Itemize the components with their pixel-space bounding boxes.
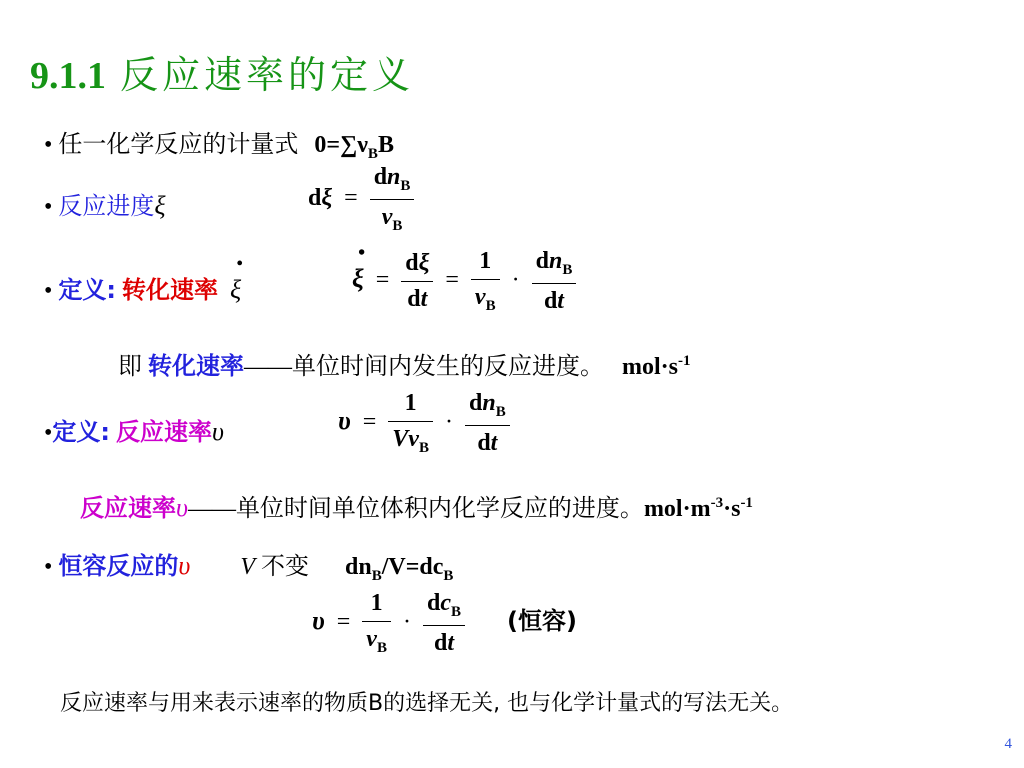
upsilon-symbol: υ: [178, 551, 191, 580]
fraction-dn-over-dt: $\frac{dn_B}{dt}$: [465, 390, 510, 457]
conversion-rate-term: 转化速率: [148, 352, 244, 380]
fraction-dn-over-nu: $\frac{dn_B}{\nu_B}$: [370, 164, 415, 235]
footer-note: 反应速率与用来表示速率的物质B的选择无关, 也与化学计量式的写法无关。: [60, 691, 794, 716]
fraction-one-over-v-nu: $\frac{1}{V\nu_B}$: [388, 390, 433, 457]
bullet-extent-of-reaction: [44, 186, 166, 221]
eq-lhs: dξ: [308, 184, 333, 211]
stoichiometric-formula: $0=\sum\nu_BB$: [314, 132, 394, 162]
eq-sign: =: [445, 266, 459, 293]
multiply-dot: ·: [402, 608, 411, 635]
slide-title: [30, 44, 414, 99]
bullet-constant-volume: [44, 546, 453, 585]
equation-extent: [308, 164, 414, 235]
bullet-marker: •: [44, 132, 53, 158]
bullet-stoichiometric-equation: [44, 124, 394, 163]
reaction-rate-term: 反应速率: [80, 494, 176, 522]
multiply-dot: ·: [444, 408, 453, 435]
eq-lhs: • ξ: [352, 264, 364, 294]
fraction-dc-over-dt: $\frac{dc_B}{dt}$: [423, 590, 465, 657]
fraction-dxi-over-dt: $\frac{d\xi}{dt}$: [401, 250, 433, 313]
xi-symbol: ξ: [154, 191, 166, 220]
upsilon-symbol: υ: [212, 417, 224, 446]
section-number: 9.1.1: [30, 55, 106, 97]
unit: $mol\cdot s^{-1}$: [622, 353, 691, 380]
prefix-text: 即: [118, 352, 142, 380]
dash: ——: [244, 354, 292, 380]
bullet-conversion-rate: [44, 270, 241, 305]
equation-reaction-rate: [338, 390, 510, 457]
eq-lhs: υ: [338, 405, 351, 435]
eq-sign: =: [375, 266, 390, 293]
bullet-marker: •: [44, 554, 53, 580]
unit: $mol\cdot m^{-3}\cdot s^{-1}$: [643, 495, 753, 522]
fraction-one-over-nu: $\frac{1}{\nu_B}$: [471, 248, 500, 315]
fraction-dn-over-dt: $\frac{dn_B}{dt}$: [532, 248, 577, 315]
eq-sign: =: [362, 408, 377, 435]
bullet-text: 任一化学反应的计量式: [58, 130, 299, 158]
definition-label: 定义:: [52, 418, 111, 446]
multiply-dot: ·: [511, 266, 520, 293]
section-title: 反应速率的定义: [120, 53, 415, 97]
bullet-marker: •: [44, 278, 53, 304]
unchanged-text: 不变: [261, 552, 310, 580]
bullet-marker: •: [44, 194, 53, 220]
extent-label: 反应进度: [58, 192, 155, 220]
reaction-rate-term: 反应速率: [116, 418, 213, 446]
conversion-rate-term: 转化速率: [122, 276, 219, 304]
explanation-text: 单位时间内发生的反应进度。: [292, 352, 604, 380]
eq-sign: =: [336, 608, 351, 635]
page-number: 4: [1004, 736, 1012, 752]
dash: ——: [187, 496, 236, 522]
reaction-rate-explanation: [80, 488, 753, 523]
explanation-text: 单位时间单位体积内化学反应的进度。: [235, 494, 644, 522]
equation-conversion-rate: [352, 248, 576, 315]
bullet-marker: •: [44, 420, 53, 446]
definition-label: 定义:: [58, 276, 117, 304]
constant-volume-note: (恒容): [506, 606, 577, 635]
fraction-one-over-nu: $\frac{1}{\nu_B}$: [362, 590, 391, 657]
constant-volume-label: 恒容反应的: [58, 552, 179, 580]
xi-dot-symbol: • ξ: [230, 275, 241, 305]
eq-sign: =: [344, 184, 358, 211]
equation-constant-volume: [312, 590, 577, 657]
conversion-rate-explanation: [118, 346, 691, 381]
upsilon-symbol: υ: [176, 493, 188, 522]
concentration-relation: $dn_B/V=dc_B$: [345, 554, 454, 584]
eq-lhs: υ: [312, 605, 325, 635]
bullet-reaction-rate: [44, 412, 224, 447]
volume-symbol: V: [240, 554, 256, 580]
